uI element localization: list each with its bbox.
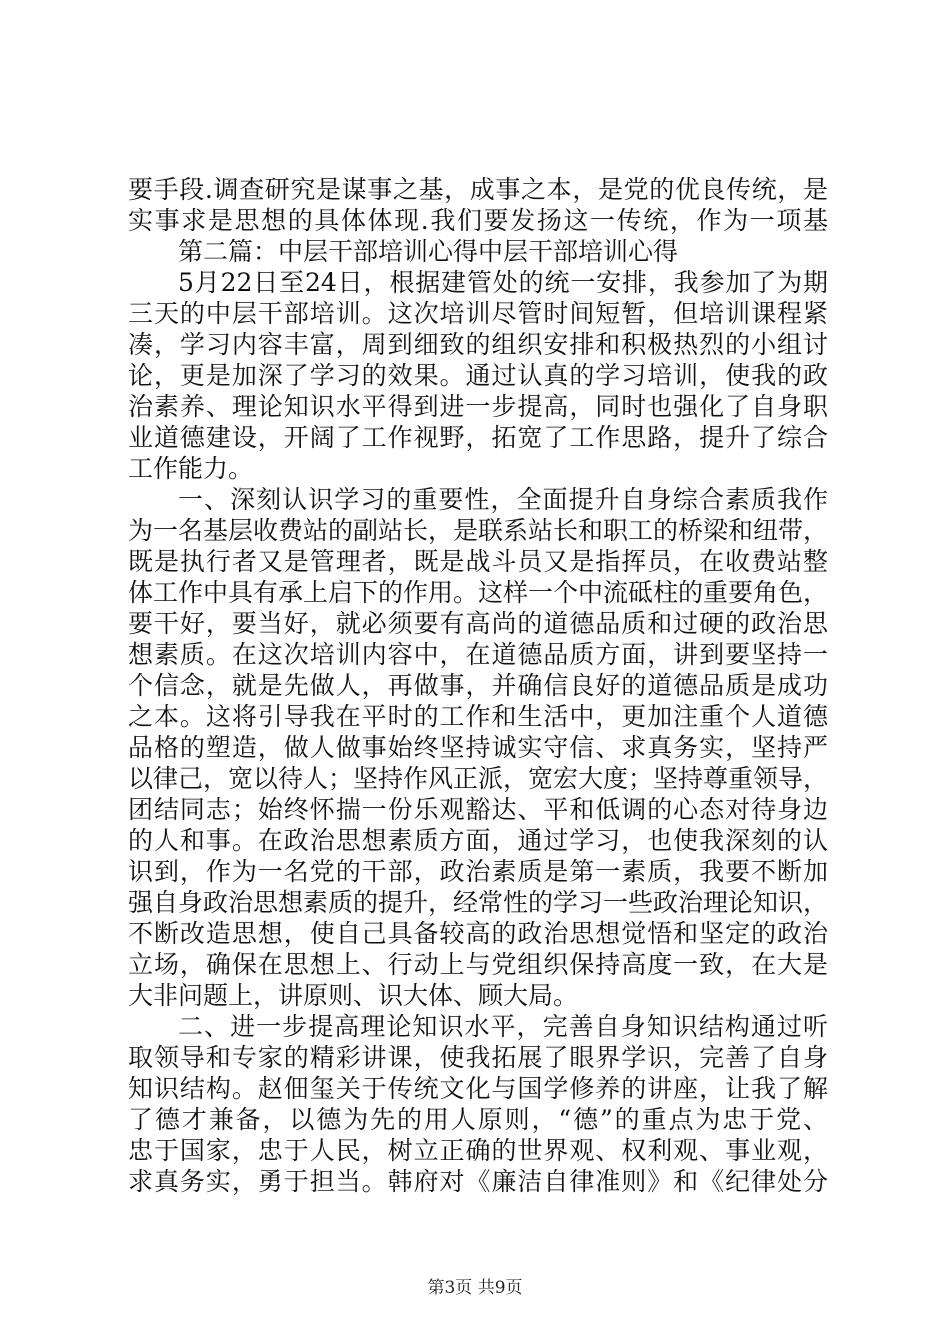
- paragraph-first-line: 二、进一步提高理论知识水平，完善自身知识结构通过听: [178, 1012, 828, 1041]
- text-line: 了德才兼备，以德为先的用人原则，“德”的重点为忠于党、: [128, 1105, 828, 1134]
- text-line: 之本。这将引导我在平时的工作和生活中，更加注重个人道德: [128, 702, 828, 731]
- paragraph-first-line: 一、深刻认识学习的重要性，全面提升自身综合素质我作: [178, 485, 828, 514]
- text-line: 个信念，就是先做人，再做事，并确信良好的道德品质是成功: [128, 671, 828, 700]
- text-line: 实事求是思想的具体体现.我们要发扬这一传统，作为一项基: [128, 206, 828, 235]
- text-line: 取领导和专家的精彩讲课，使我拓展了眼界学识，完善了自身: [128, 1043, 828, 1072]
- text-line: 知识结构。赵佃玺关于传统文化与国学修养的讲座，让我了解: [128, 1074, 828, 1103]
- text-line: 论，更是加深了学习的效果。通过认真的学习培训，使我的政: [128, 361, 828, 390]
- text-line: 三天的中层干部培训。这次培训尽管时间短暂，但培训课程紧: [128, 299, 828, 328]
- text-line: 要干好，要当好，就必须要有高尚的道德品质和过硬的政治思: [128, 609, 828, 638]
- document-body: [128, 174, 828, 1197]
- text-line: 业道德建设，开阔了工作视野，拓宽了工作思路，提升了综合: [128, 423, 828, 452]
- text-line: 想素质。在这次培训内容中，在道德品质方面，讲到要坚持一: [128, 640, 828, 669]
- text-line: 治素养、理论知识水平得到进一步提高，同时也强化了自身职: [128, 392, 828, 421]
- text-line: 既是执行者又是管理者，既是战斗员又是指挥员，在收费站整: [128, 547, 828, 576]
- text-line: 求真务实，勇于担当。韩府对《廉洁自律准则》和《纪律处分: [128, 1167, 828, 1196]
- text-line: 为一名基层收费站的副站长，是联系站长和职工的桥梁和纽带，: [128, 516, 828, 545]
- text-line: 忠于国家，忠于人民，树立正确的世界观、权利观、事业观，: [128, 1136, 828, 1165]
- section-heading: 第二篇：中层干部培训心得中层干部培训心得: [178, 237, 679, 266]
- text-line: 识到，作为一名党的干部，政治素质是第一素质，我要不断加: [128, 857, 828, 886]
- text-line: 团结同志；始终怀揣一份乐观豁达、平和低调的心态对待身边: [128, 795, 828, 824]
- text-line: 品格的塑造，做人做事始终坚持诚实守信、求真务实，坚持严: [128, 733, 828, 762]
- page-number-footer: 第3页 共9页: [427, 1278, 523, 1298]
- text-line: 大非问题上，讲原则、识大体、顾大局。: [128, 981, 579, 1010]
- text-line: 立场，确保在思想上、行动上与党组织保持高度一致，在大是: [128, 950, 828, 979]
- text-line: 不断改造思想，使自己具备较高的政治思想觉悟和坚定的政治: [128, 919, 828, 948]
- text-line: 以律己，宽以待人；坚持作风正派，宽宏大度；坚持尊重领导，: [128, 764, 828, 793]
- text-line: 体工作中具有承上启下的作用。这样一个中流砥柱的重要角色，: [128, 578, 828, 607]
- paragraph-first-line: 5月22日至24日，根据建管处的统一安排，我参加了为期: [178, 268, 828, 297]
- text-line: 要手段.调查研究是谋事之基，成事之本，是党的优良传统，是: [128, 175, 828, 204]
- text-line: 工作能力。: [128, 454, 254, 483]
- text-line: 凑，学习内容丰富，周到细致的组织安排和积极热烈的小组讨: [128, 330, 828, 359]
- text-line: 强自身政治思想素质的提升，经常性的学习一些政治理论知识，: [128, 888, 828, 917]
- text-line: 的人和事。在政治思想素质方面，通过学习，也使我深刻的认: [128, 826, 828, 855]
